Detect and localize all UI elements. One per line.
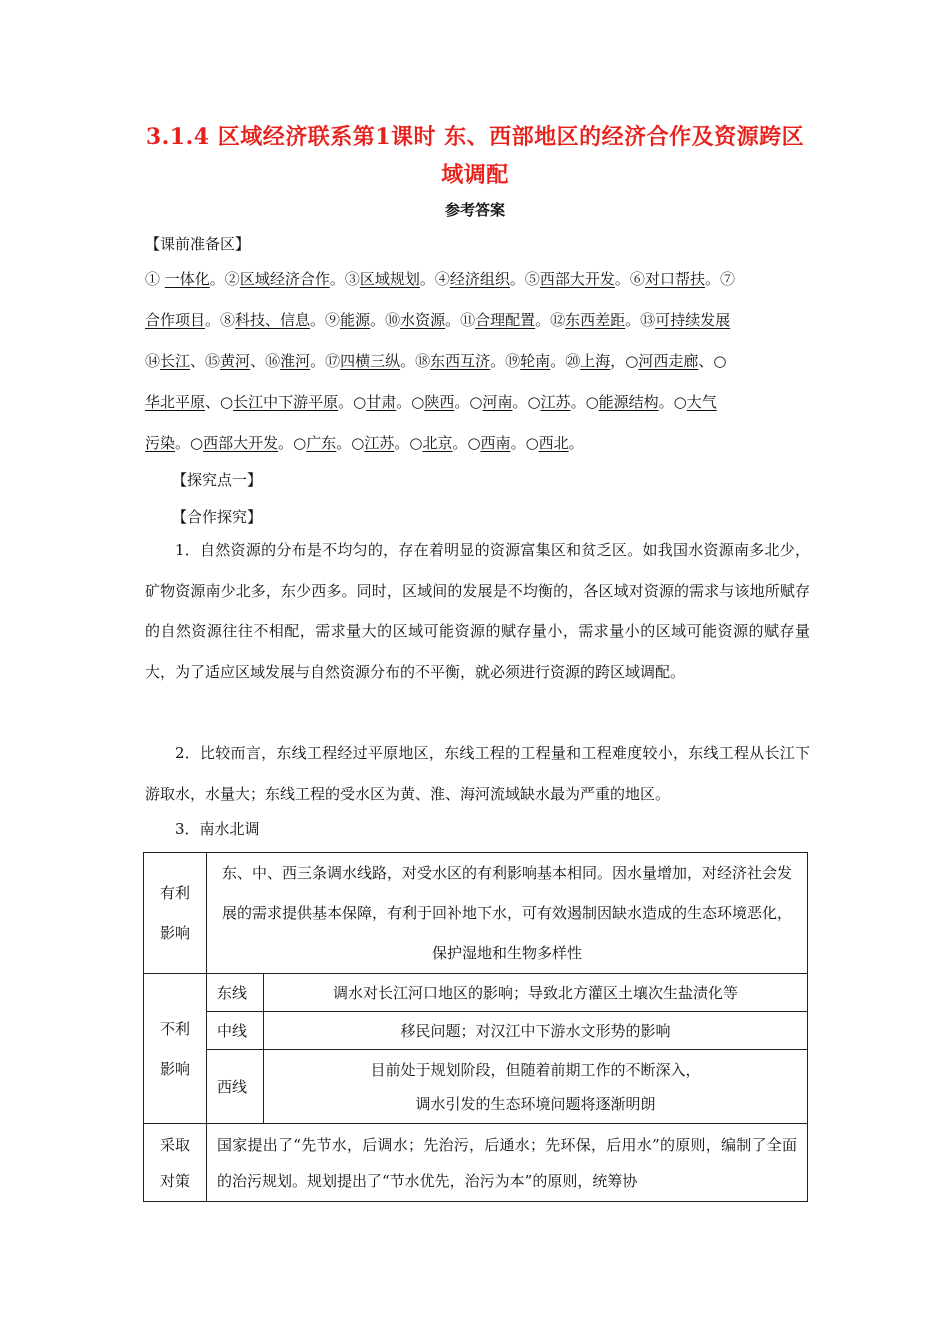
answer-marker: 。⑧ [205,311,236,329]
answer-marker: ⑭ [145,352,161,370]
answer-blank: 四横三纵 [340,352,401,370]
answer-blank: 甘肃 [366,393,397,411]
favorable-text: 东、中、西三条调水线路，对受水区的有利影响基本相同。因水量增加，对经济社会发展的需求提供基本保障，有利于回补地下水，可有效遏制因缺水造成的生态环境恶化，保护湿地和生物多样性 [207,853,808,974]
answer-blank: 合理配置 [475,311,536,329]
answer-marker: 、○ [698,352,727,370]
answer-blank: 淮河 [280,352,311,370]
answer-marker: 。○ [336,434,365,452]
paragraph-2: 2．比较而言，东线工程经过平原地区，东线工程的工程量和工程难度较小，东线工程从长江下游取水，水量大；东线工程的受水区为黄、淮、海河流域缺水最为严重的地区。 [145,744,810,803]
answers-line-4 [145,391,810,413]
label-unfavorable [144,974,207,1124]
answer-marker: 。○ [454,393,483,411]
table-row-west [144,1050,808,1124]
table-row-favorable [144,853,808,974]
answer-blank: 江苏 [540,393,571,411]
answer-blank: 河西走廊 [638,352,699,370]
answer-marker: 。⑰ [310,352,341,370]
west-line-text [264,1050,808,1124]
table-row-middle [144,1012,808,1050]
section-explore-1: 【探究点一】 [172,471,263,489]
answer-marker: 。⑥ [614,270,645,288]
answer-blank: 西部大开发 [539,270,615,288]
east-line-text: 调水对长江河口地区的影响；导致北方灌区土壤次生盐渍化等 [264,974,808,1012]
answer-blank: 西部大开发 [203,434,279,452]
answer-marker: ① [145,270,165,288]
answer-marker: 。⑪ [445,311,476,329]
section-cooperative-explore: 【合作探究】 [172,508,263,526]
answer-blank: 大气 [686,393,717,411]
label-favorable-2: 影响 [159,924,190,942]
paragraph-1: 1．自然资源的分布是不均匀的，存在着明显的资源富集区和贫乏区。如我国水资源南多北少，矿物资源南少北多，东少西多。同时，区域间的发展是不均衡的，各区域对资源的需求与该地所赋存的自然资源往往不相配，需求量大的区域可能资源的赋存量小，需求量小的区域可能资源的赋存量大，为了适应区域发展与自然资源分布的不平衡，就必须进行资源的跨区域调配。 [145,541,810,681]
answer-marker: 。○ [396,393,425,411]
answer-marker: 。⑲ [490,352,521,370]
answer-blank: 水资源 [400,311,446,329]
answer-marker: 。○ [452,434,481,452]
label-measures-2: 对策 [159,1171,190,1190]
label-middle-line: 中线 [207,1012,264,1050]
label-unfavorable-1: 不利 [159,1019,190,1038]
answer-marker: 。④ [419,270,450,288]
answer-blank: 科技、信息 [235,311,311,329]
answer-blank: 广东 [306,434,337,452]
answer-marker: 。○ [338,393,367,411]
answer-blank: 上海 [580,352,611,370]
answers-line-1 [145,268,810,290]
section-pre-class: 【课前准备区】 [145,235,251,253]
answer-blank: 西南 [480,434,511,452]
answer-marker: 。○ [570,393,599,411]
answer-marker: 。⑦ [704,270,735,288]
answer-marker: ，○ [610,352,639,370]
answer-marker: 。○ [278,434,307,452]
paragraph-3: 3．南水北调 [175,820,260,838]
answer-marker: 。⑤ [509,270,540,288]
answer-blank: 区域经济合作 [239,270,330,288]
answers-line-2 [145,309,810,331]
answer-marker: 。⑳ [550,352,581,370]
answer-blank: 黄河 [220,352,251,370]
table-row-east [144,974,808,1012]
answers-line-3 [145,350,810,372]
answer-marker: 、⑯ [250,352,281,370]
answer-marker: 。○ [512,393,541,411]
answer-marker: 。⑩ [370,311,401,329]
answer-marker: 。⑬ [625,311,656,329]
label-measures [144,1124,207,1202]
label-east-line: 东线 [207,974,264,1012]
answer-marker: 。○ [175,434,204,452]
answer-blank: 区域规划 [359,270,420,288]
table-row-measures [144,1124,808,1202]
answer-blank: 一体化 [164,270,210,288]
west-line-text-1: 目前处于规划阶段，但随着前期工作的不断深入， [370,1060,701,1079]
answer-blank: 经济组织 [449,270,510,288]
answer-blank: 陕西 [424,393,455,411]
answer-blank: 污染 [145,434,176,452]
label-unfavorable-2: 影响 [159,1059,190,1078]
label-measures-1: 采取 [159,1135,190,1154]
answer-blank: 东西差距 [565,311,626,329]
answer-blank: 对口帮扶 [644,270,705,288]
answer-marker: 、⑮ [190,352,221,370]
answers-line-5 [145,432,810,454]
answer-marker: 。② [209,270,240,288]
answer-blank: 江苏 [364,434,395,452]
answer-blank: 能源 [340,311,371,329]
label-west-line: 西线 [207,1050,264,1124]
answer-marker: 。③ [329,270,360,288]
west-line-text-2: 调水引发的生态环境问题将逐渐明朗 [415,1094,656,1113]
answer-marker: 。 [568,434,584,452]
answer-blank: 长江 [160,352,191,370]
answer-marker: 。⑫ [535,311,566,329]
answer-marker: 。○ [658,393,687,411]
middle-line-text: 移民问题；对汉江中下游水文形势的影响 [264,1012,808,1050]
answer-marker: 、○ [205,393,234,411]
answer-blank: 可持续发展 [655,311,731,329]
answer-blank: 华北平原 [145,393,206,411]
label-favorable [144,853,207,974]
answer-marker: 。○ [510,434,539,452]
answer-marker: 。⑨ [310,311,341,329]
answer-marker: 。⑱ [400,352,431,370]
measures-text: 国家提出了“先节水，后调水；先治污，后通水；先环保，后用水”的原则，编制了全面的治污规划。规划提出了“节水优先，治污为本”的原则，统筹协 [207,1124,808,1202]
answer-blank: 西北 [538,434,569,452]
page-title: 3.1.4 区域经济联系第1课时 东、西部地区的经济合作及资源跨区域调配 [145,124,805,188]
south-north-water-table [143,852,808,1202]
answer-blank: 北京 [422,434,453,452]
answer-blank: 能源结构 [598,393,659,411]
answer-blank: 合作项目 [145,311,206,329]
answer-blank: 东西互济 [430,352,491,370]
answer-blank: 河南 [482,393,513,411]
answer-marker: 。○ [394,434,423,452]
answer-blank: 长江中下游平原 [233,393,339,411]
answer-blank: 轮南 [520,352,551,370]
label-favorable-1: 有利 [159,884,190,902]
answer-subtitle: 参考答案 [444,201,505,219]
